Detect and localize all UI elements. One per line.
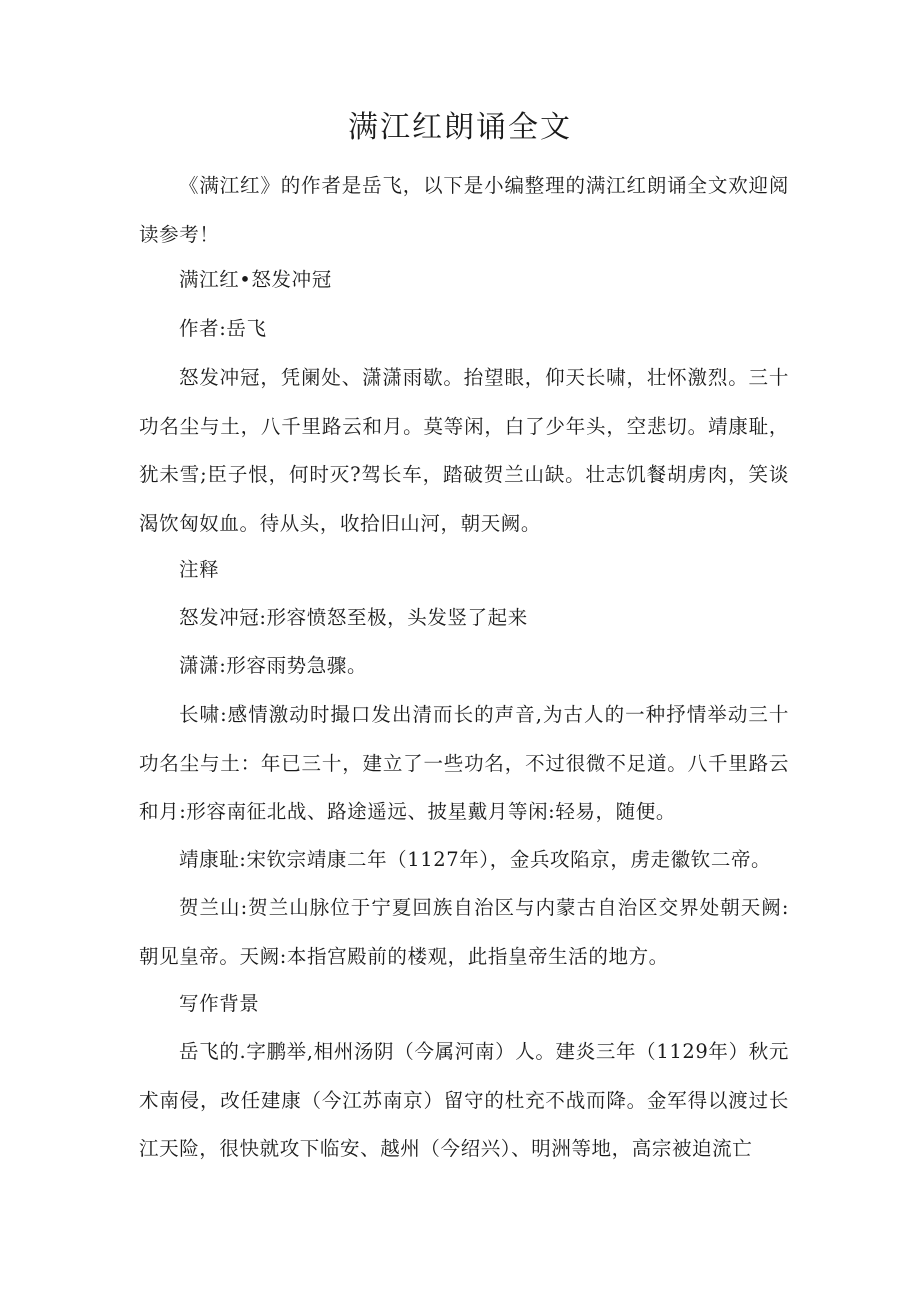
poem-text: 怒发冲冠，凭阑处、潇潇雨歇。抬望眼，仰天长啸，壮怀激烈。三十功名尘与土，八千里路云和月。莫等闲，白了少年头，空悲切。靖康耻，犹未雪;臣子恨，何时灭?驾长车，踏破贺兰山缺。壮志饥餐胡虏肉，笑谈渴饮匈奴血。待从头，收拾旧山河，朝天阙。: [139, 366, 789, 535]
notes-heading: 注释: [179, 558, 220, 581]
note-item: 贺兰山:贺兰山脉位于宁夏回族自治区与内蒙古自治区交界处朝天阙:朝见皇帝。天阙:本指宫殿前的楼观，此指皇帝生活的地方。: [139, 896, 789, 968]
note-item: 怒发冲冠:形容愤怒至极，头发竖了起来: [179, 606, 528, 629]
note-item: 长啸:感情激动时撮口发出清而长的声音,为古人的一种抒情举动三十功名尘与土：年已三十，建立了一些功名，不过很微不足道。八千里路云和月:形容南征北战、路途遥远、披星戴月等闲:轻易，随便。: [139, 703, 789, 823]
poem-title: 满江红•怒发冲冠: [179, 268, 332, 291]
note-item: 潇潇:形容雨势急骤。: [179, 654, 368, 677]
author-line: 作者:岳飞: [179, 317, 267, 340]
background-heading: 写作背景: [179, 992, 260, 1015]
intro-paragraph: 《满江红》的作者是岳飞，以下是小编整理的满江红朗诵全文欢迎阅读参考！: [139, 174, 789, 246]
background-paragraph: 岳飞的.字鹏举,相州汤阴（今属河南）人。建炎三年（1129年）秋元术南侵，改任建康（今江苏南京）留守的杜充不战而降。金军得以渡过长江天险，很快就攻下临安、越州（今绍兴）、明洲等地，高宗被迫流亡: [139, 1040, 789, 1160]
document-title: 满江红朗诵全文: [348, 110, 572, 145]
note-item: 靖康耻:宋钦宗靖康二年（1127年），金兵攻陷京，虏走徽钦二帝。: [179, 848, 772, 871]
